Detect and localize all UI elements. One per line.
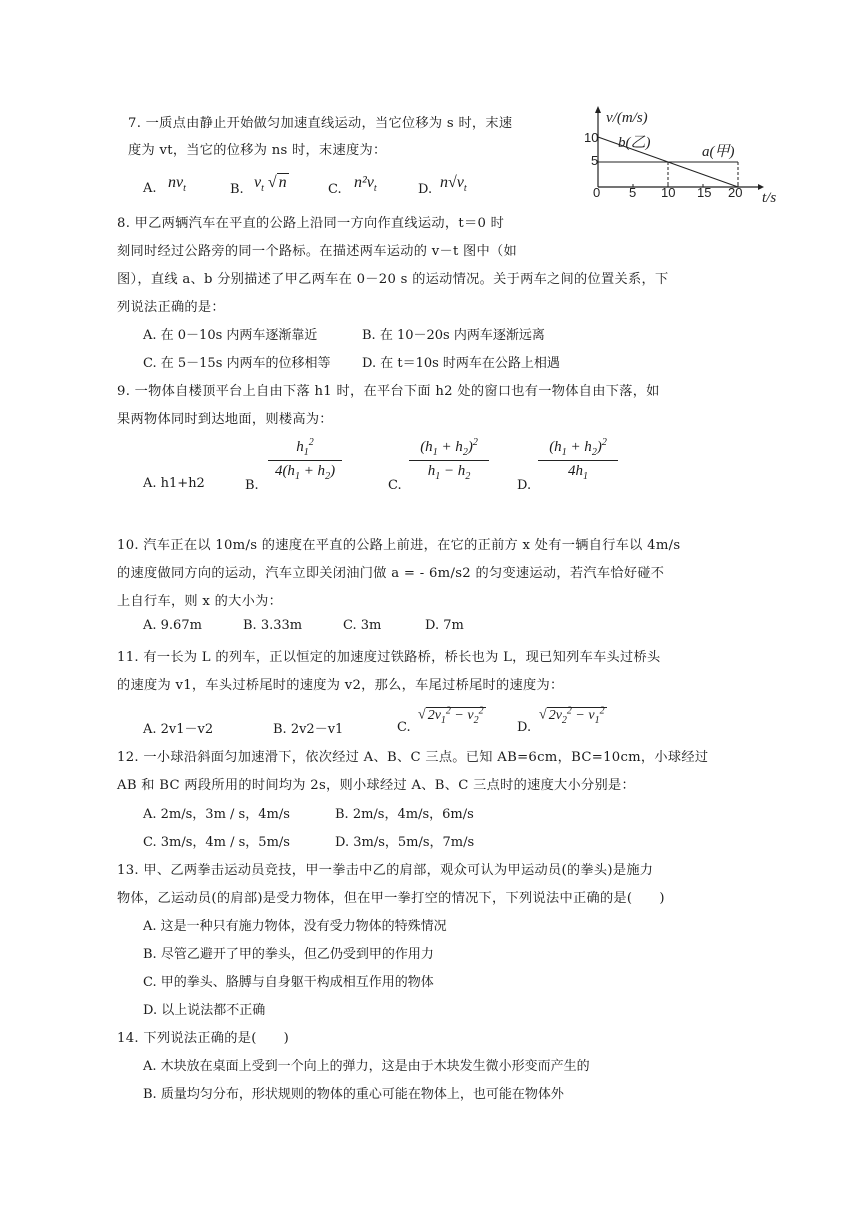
q14-line1: 14. 下列说法正确的是( ) (117, 1031, 290, 1046)
line-a-label: a(甲) (702, 144, 735, 160)
q11-option-d-expr: √ $2v_2^2 - v_1^2$ (539, 705, 605, 726)
q7-option-b-label: B. (230, 182, 244, 197)
q7-option-d-label: D. (418, 182, 433, 197)
q12-option-d: D. 3m/s，5m/s，7m/s (335, 835, 475, 850)
q8-option-c: C. 在 5－15s 内两车的位移相等 (143, 356, 331, 371)
q12-option-b: B. 2m/s，4m/s，6m/s (335, 807, 474, 822)
q12-option-a: A. 2m/s，3m / s，4m/s (143, 807, 290, 822)
q9-option-c-label: C. (388, 478, 402, 493)
x-tick-15: 15 (697, 185, 712, 200)
q10-line1: 10. 汽车正在以 10m/s 的速度在平直的公路上前进，在它的正前方 x 处有一辆自行车以 4m/s (117, 538, 681, 553)
q9-line2: 果两物体同时到达地面，则楼高为： (117, 412, 333, 427)
q14-option-b: B. 质量均匀分布，形状规则的物体的重心可能在物体上，也可能在物体外 (143, 1087, 564, 1102)
vt-graph (582, 104, 794, 208)
q9-option-a: A. h1+h2 (143, 476, 205, 491)
q13-line2: 物体，乙运动员(的肩部)是受力物体，但在甲一拳打空的情况下，下列说法中正确的是( ) (117, 891, 665, 906)
q7-line1: 7. 一质点由静止开始做匀加速直线运动，当它位移为 s 时，末速 (128, 116, 513, 131)
q9-option-b-label: B. (245, 478, 259, 493)
q8-line4: 列说法正确的是： (117, 300, 225, 315)
q10-option-c: C. 3m (343, 618, 382, 633)
q9-option-d-expr: $(h_1 + h_2)^2$ $4h_1$ (538, 437, 618, 482)
q11-option-d-label: D. (517, 720, 532, 735)
q13-line1: 13. 甲、乙两拳击运动员竞技，甲一拳击中乙的肩部，观众可认为甲运动员(的拳头)是施力 (117, 863, 654, 878)
q9-option-d-label: D. (517, 478, 532, 493)
q8-option-a: A. 在 0－10s 内两车逐渐靠近 (143, 328, 318, 343)
q7-option-d-expr: $n√v_t$ (440, 174, 467, 195)
x-tick-10: 10 (661, 185, 676, 200)
q14-option-a: A. 木块放在桌面上受到一个向上的弹力，这是由于木块发生微小形变而产生的 (143, 1059, 590, 1074)
graph-y-axis-label: v/(m/s) (606, 110, 648, 126)
y-axis-arrow (595, 106, 601, 113)
q9-option-b-expr: $h_1^2$ $4(h_1 + h_2)$ (268, 437, 342, 482)
y-tick-5: 5 (591, 153, 599, 168)
q13-option-d: D. 以上说法都不正确 (143, 1003, 266, 1018)
q8-option-d: D. 在 t＝10s 时两车在公路上相遇 (362, 356, 560, 371)
q9-option-c-expr: $(h_1 + h_2)^2$ $h_1 - h_2$ (409, 437, 489, 482)
q7-option-c-label: C. (328, 182, 342, 197)
x-tick-20: 20 (728, 185, 743, 200)
q10-line2: 的速度做同方向的运动，汽车立即关闭油门做 a = - 6m/s2 的匀变速运动，若汽车恰好碰不 (117, 566, 665, 581)
q8-line2: 刻同时经过公路旁的同一个路标。在描述两车运动的 v－t 图中（如 (117, 244, 517, 259)
q10-option-a: A. 9.67m (143, 618, 202, 633)
q9-line1: 9. 一物体自楼顶平台上自由下落 h1 时，在平台下面 h2 处的窗口也有一物体自由下落，如 (117, 384, 660, 399)
q13-option-b: B. 尽管乙避开了甲的拳头，但乙仍受到甲的作用力 (143, 947, 434, 962)
q12-line2: AB 和 BC 两段所用的时间均为 2s，则小球经过 A、B、C 三点时的速度大小分别是： (117, 778, 635, 793)
q12-option-c: C. 3m/s，4m / s，5m/s (143, 835, 290, 850)
line-b-label: b(乙) (618, 135, 651, 151)
y-tick-0: 0 (593, 185, 601, 200)
q10-option-d: D. 7m (425, 618, 464, 633)
q7-option-a-expr: $nv_t$ (168, 174, 186, 195)
q11-option-b: B. 2v2－v1 (273, 722, 344, 737)
q11-option-c-expr: √ $2v_1^2 - v_2^2$ (418, 705, 484, 726)
y-tick-10: 10 (584, 130, 599, 145)
q7-option-b-expr: $v_t$ √ n (254, 174, 287, 195)
q13-option-a: A. 这是一种只有施力物体，没有受力物体的特殊情况 (143, 919, 447, 934)
q8-line1: 8. 甲乙两辆汽车在平直的公路上沿同一方向作直线运动，t＝0 时 (117, 216, 505, 231)
q12-line1: 12. 一小球沿斜面匀加速滑下，依次经过 A、B、C 三点。已知 AB=6cm，BC=10cm，小球经过 (117, 750, 709, 765)
q13-option-c: C. 甲的拳头、胳膊与自身躯干构成相互作用的物体 (143, 975, 434, 990)
q7-line2: 度为 vt，当它的位移为 ns 时，末速度为： (128, 143, 387, 158)
q11-option-c-label: C. (397, 720, 411, 735)
q11-line2: 的速度为 v1，车头过桥尾时的速度为 v2，那么，车尾过桥尾时的速度为： (117, 678, 564, 693)
q10-line3: 上自行车，则 x 的大小为： (117, 594, 283, 609)
q8-line3: 图），直线 a、b 分别描述了甲乙两车在 0－20 s 的运动情况。关于两车之间的位置关系，下 (117, 272, 669, 287)
x-tick-5: 5 (629, 185, 637, 200)
q7-option-c-expr: $n^2v_t$ (354, 174, 377, 195)
q11-option-a: A. 2v1－v2 (143, 722, 214, 737)
q10-option-b: B. 3.33m (243, 618, 303, 633)
q11-line1: 11. 有一长为 L 的列车，正以恒定的加速度过铁路桥，桥长也为 L，现已知列车车头过桥头 (117, 650, 661, 665)
q8-option-b: B. 在 10－20s 内两车逐渐远离 (362, 328, 545, 343)
graph-x-axis-label: t/s (762, 190, 777, 206)
q7-option-a-label: A. (143, 181, 157, 196)
